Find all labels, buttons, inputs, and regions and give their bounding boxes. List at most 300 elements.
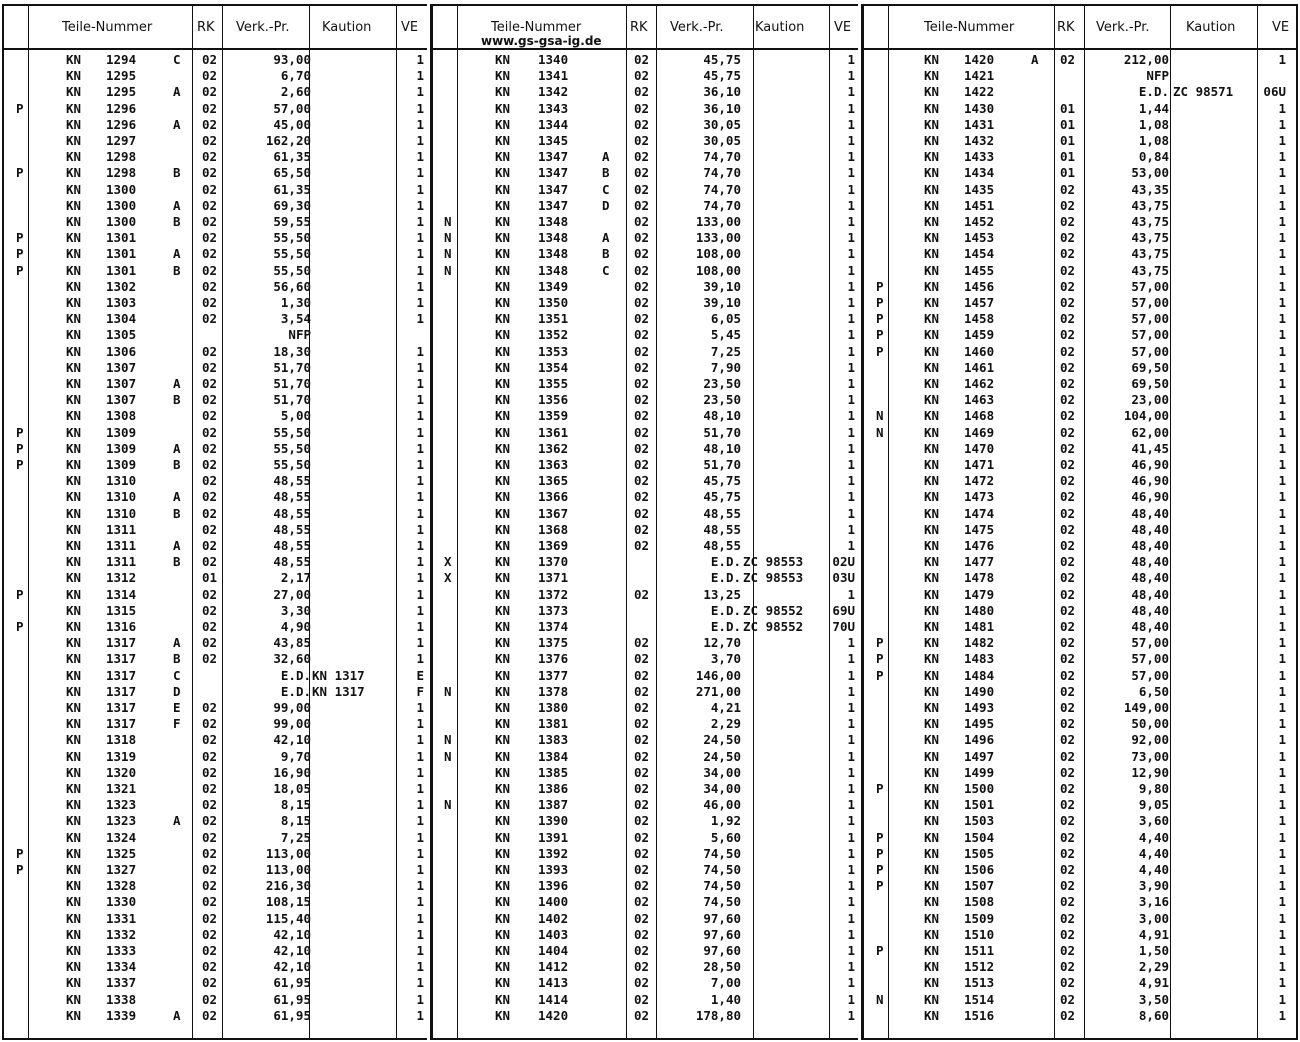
part-number: 1359 [538,408,569,424]
ve-unit: 1 [416,214,424,229]
kn-prefix: KN [66,635,82,651]
sale-price: 108,00 [695,246,741,262]
table-row [433,635,858,651]
table-row [4,943,427,959]
part-number: 1309 [106,440,137,456]
part-number: 1507 [964,878,995,894]
part-number: 1476 [964,538,995,553]
ve-unit: 1 [847,910,855,926]
rk-code: 02 [634,149,650,165]
ve-unit: 1 [847,764,855,780]
rk-code: 02 [202,489,218,505]
rk-code: 02 [1060,392,1076,408]
part-number: 1367 [538,505,569,521]
part-number: 1334 [106,959,137,975]
status-flag: N [444,797,452,813]
part-suffix: C [602,181,610,197]
ve-unit: 1 [1278,975,1286,991]
rk-code: 02 [1060,554,1076,570]
rk-code: 02 [202,1007,218,1023]
kn-prefix: KN [495,845,511,861]
part-number: 1349 [538,278,569,294]
part-number: 1312 [106,570,137,586]
kn-prefix: KN [924,149,940,165]
rk-code: 02 [202,424,218,440]
rk-code: 02 [1060,1007,1076,1023]
part-number: 1458 [964,311,995,327]
ve-unit: 1 [1278,230,1286,246]
rk-code: 02 [634,52,650,67]
part-suffix: A [173,538,181,553]
header-deposit: Kaution [755,20,805,35]
status-flag: P [16,845,24,861]
kn-prefix: KN [66,343,82,359]
ve-unit: 1 [416,781,424,796]
table-row [4,327,427,343]
part-number: 1311 [106,538,137,553]
table-row [4,182,427,198]
table-row [4,959,427,975]
table-row [4,117,427,133]
rk-code: 02 [1060,489,1076,505]
ve-unit: 70U [832,619,855,634]
sale-price: 1,08 [1138,116,1169,132]
table-row [864,927,1296,943]
kn-prefix: KN [924,262,940,278]
ve-unit: 1 [1278,862,1286,877]
sale-price: 13,25 [703,586,741,602]
rk-code: 02 [634,829,650,845]
ve-unit: 1 [416,230,424,246]
rk-code: 02 [634,845,650,861]
part-number: 1413 [538,975,569,991]
rk-code: 01 [1060,149,1076,165]
table-row [433,651,858,667]
kn-prefix: KN [495,327,511,343]
sale-price: 2,60 [280,84,311,100]
rk-code: 02 [202,554,218,570]
part-number: 1422 [964,84,995,100]
rk-code: 02 [202,602,218,618]
status-flag: P [876,862,884,877]
kn-prefix: KN [495,797,511,813]
kn-prefix: KN [66,667,82,683]
rk-code: 02 [634,84,650,100]
ve-unit: 1 [847,716,855,732]
table-row [433,408,858,424]
table-row [4,684,427,700]
rk-code: 02 [1060,894,1076,910]
ve-unit: 1 [416,295,424,310]
rk-code: 02 [634,165,650,181]
kn-prefix: KN [924,165,940,181]
sale-price: 99,00 [273,700,311,715]
sale-price: 43,75 [1131,262,1169,278]
kn-prefix: KN [495,991,511,1007]
part-suffix: D [173,683,181,699]
sale-price: 3,60 [1138,813,1169,829]
part-suffix: B [602,165,610,181]
rk-code: 02 [634,311,650,327]
header-part: Teile-Nummer [924,20,1015,35]
status-flag: P [876,635,884,651]
rk-code: 02 [202,959,218,975]
table-row [433,214,858,230]
part-number: 1503 [964,813,995,829]
sale-price: 51,70 [703,457,741,472]
kn-prefix: KN [924,716,940,732]
status-flag: P [876,943,884,958]
ve-unit: 1 [416,716,424,732]
sale-price: 9,70 [280,748,311,764]
kn-prefix: KN [495,716,511,732]
rk-code: 02 [634,327,650,343]
kn-prefix: KN [495,230,511,246]
ve-unit: 1 [847,845,855,861]
kn-prefix: KN [495,748,511,764]
kn-prefix: KN [924,278,940,294]
ve-unit: 1 [1278,926,1286,942]
part-number: 1435 [964,181,995,197]
header-deposit: Kaution [322,20,372,35]
sale-price: 74,70 [703,149,741,165]
part-number: 1474 [964,505,995,521]
ve-unit: 1 [847,975,855,991]
part-number: 1363 [538,457,569,472]
table-section-1 [2,4,427,1040]
part-suffix: A [173,246,181,262]
part-number: 1457 [964,295,995,310]
kn-prefix: KN [495,602,511,618]
status-flag: P [876,667,884,683]
part-number: 1473 [964,489,995,505]
header-ve: VE [401,20,419,35]
kn-prefix: KN [495,732,511,748]
rk-code: 02 [634,700,650,715]
part-number: 1298 [106,165,137,181]
table-row [433,473,858,489]
ve-unit: 1 [1278,635,1286,651]
part-number: 1303 [106,295,137,310]
sale-price: 57,00 [1131,635,1169,651]
header-ve: VE [1272,20,1290,35]
part-number: 1341 [538,68,569,84]
part-number: 1511 [964,943,995,958]
table-row [433,943,858,959]
part-number: 1368 [538,521,569,537]
ve-unit: 1 [1278,959,1286,975]
ve-unit: 1 [1278,943,1286,958]
sale-price: 48,55 [273,505,311,521]
part-number: 1391 [538,829,569,845]
sale-price: 9,05 [1138,797,1169,813]
ve-unit: 1 [1278,700,1286,715]
kn-prefix: KN [66,619,82,634]
status-flag: N [444,214,452,229]
part-suffix: A [173,440,181,456]
table-row [433,765,858,781]
table-row [864,716,1296,732]
sale-price: 104,00 [1123,408,1169,424]
sale-price: 74,50 [703,862,741,877]
sale-price: 30,05 [703,116,741,132]
sale-price: 27,00 [273,586,311,602]
table-row [433,846,858,862]
sale-price: 62,00 [1131,424,1169,440]
sale-price: 34,00 [703,764,741,780]
kn-prefix: KN [924,295,940,310]
part-number: 1420 [964,52,995,67]
rk-code: 02 [202,278,218,294]
ve-unit: 1 [416,797,424,813]
part-number: 1499 [964,764,995,780]
rk-code: 01 [202,570,218,586]
part-number: 1339 [106,1007,137,1023]
part-suffix: A [602,149,610,165]
ve-unit: 1 [847,278,855,294]
rk-code: 02 [202,311,218,327]
part-number: 1345 [538,133,569,148]
kn-prefix: KN [66,781,82,796]
sale-price: 5,45 [710,327,741,343]
rk-code: 02 [634,991,650,1007]
ve-unit: 1 [1278,376,1286,391]
ve-unit: 1 [1278,457,1286,472]
ve-unit: 1 [847,262,855,278]
sale-price: 4,91 [1138,975,1169,991]
kn-prefix: KN [495,440,511,456]
sale-price: 1,44 [1138,100,1169,116]
sale-price: 23,50 [703,376,741,391]
table-row [433,279,858,295]
kn-prefix: KN [924,813,940,829]
table-row [864,830,1296,846]
rk-code: 02 [1060,716,1076,732]
rk-code: 02 [634,457,650,472]
kn-prefix: KN [66,683,82,699]
ve-unit: 1 [847,408,855,424]
sale-price: 28,50 [703,959,741,975]
kn-prefix: KN [924,619,940,634]
table-row [864,327,1296,343]
kn-prefix: KN [66,311,82,327]
rk-code: 02 [202,635,218,651]
part-number: 1400 [538,894,569,910]
rk-code: 02 [634,473,650,489]
ve-unit: 1 [847,862,855,877]
ve-unit: 1 [847,473,855,489]
part-suffix: A [173,376,181,391]
rk-code: 02 [634,424,650,440]
ve-unit: 1 [1278,829,1286,845]
ve-unit: 1 [847,311,855,327]
rk-code: 02 [634,408,650,424]
table-row [864,165,1296,181]
sale-price: E.D. [1138,84,1169,100]
table-row [864,749,1296,765]
part-number: 1510 [964,926,995,942]
part-number: 1404 [538,943,569,958]
rk-code: 02 [634,943,650,958]
ve-unit: 1 [416,894,424,910]
rk-code: 02 [1060,813,1076,829]
part-number: 1504 [964,829,995,845]
kn-prefix: KN [495,376,511,391]
ve-unit: 1 [416,116,424,132]
rk-code: 02 [634,181,650,197]
rk-code: 02 [202,457,218,472]
sale-price: 55,50 [273,424,311,440]
rk-code: 02 [1060,521,1076,537]
rk-code: 02 [1060,619,1076,634]
table-row [864,230,1296,246]
kn-prefix: KN [66,586,82,602]
table-row [864,101,1296,117]
sale-price: 36,10 [703,84,741,100]
table-row [864,441,1296,457]
table-row [4,263,427,279]
sale-price: 1,92 [710,813,741,829]
rk-code: 02 [1060,343,1076,359]
rk-code: 02 [634,505,650,521]
kn-prefix: KN [924,748,940,764]
ve-unit: 1 [416,845,424,861]
rk-code: 02 [202,392,218,408]
header-rk: RK [630,20,648,35]
table-row [433,522,858,538]
part-number: 1371 [538,570,569,586]
part-number: 1317 [106,651,137,667]
table-row [433,149,858,165]
deposit: ZC 98553 [743,570,804,586]
ve-unit: 03U [832,570,855,586]
rk-code: 02 [634,392,650,408]
status-flag: P [876,327,884,343]
ve-unit: 1 [847,214,855,229]
sale-price: 43,35 [1131,181,1169,197]
kn-prefix: KN [924,878,940,894]
kn-prefix: KN [924,732,940,748]
part-number: 1309 [106,424,137,440]
table-row [864,198,1296,214]
ve-unit: 1 [1278,602,1286,618]
sale-price: 45,00 [273,116,311,132]
ve-unit: 1 [416,408,424,424]
table-row [433,1008,858,1024]
ve-unit: 1 [416,878,424,894]
table-row [4,587,427,603]
table-row [433,684,858,700]
part-number: 1315 [106,602,137,618]
table-row [433,133,858,149]
sale-price: 3,00 [1138,910,1169,926]
sale-price: 48,55 [703,521,741,537]
part-number: 1462 [964,376,995,391]
table-row [864,700,1296,716]
ve-unit: 1 [847,84,855,100]
kn-prefix: KN [924,52,940,67]
table-row [4,927,427,943]
part-number: 1390 [538,813,569,829]
deposit: ZC 98552 [743,602,804,618]
part-suffix: B [173,457,181,472]
sale-price: 3,90 [1138,878,1169,894]
kn-prefix: KN [66,505,82,521]
rk-code: 02 [202,829,218,845]
kn-prefix: KN [66,570,82,586]
ve-unit: 1 [847,52,855,67]
sale-price: 149,00 [1123,700,1169,715]
part-number: 1348 [538,262,569,278]
sale-price: 108,15 [265,894,311,910]
rk-code: 02 [202,781,218,796]
rk-code: 02 [634,732,650,748]
part-number: 1351 [538,311,569,327]
ve-unit: 1 [1278,797,1286,813]
rk-code: 02 [634,230,650,246]
part-number: 1377 [538,667,569,683]
ve-unit: 1 [847,878,855,894]
rk-code: 02 [202,926,218,942]
table-row [433,360,858,376]
rk-code: 02 [634,959,650,975]
ve-unit: 1 [1278,327,1286,343]
sale-price: 61,95 [273,991,311,1007]
ve-unit: 1 [416,489,424,505]
table-row [864,311,1296,327]
table-row [864,862,1296,878]
ve-unit: 1 [1278,505,1286,521]
kn-prefix: KN [924,230,940,246]
part-number: 1455 [964,262,995,278]
kn-prefix: KN [495,1007,511,1023]
kn-prefix: KN [924,538,940,553]
rk-code: 02 [202,878,218,894]
ve-unit: 1 [847,959,855,975]
rk-code: 02 [1060,246,1076,262]
part-number: 1393 [538,862,569,877]
table-row [433,117,858,133]
part-number: 1452 [964,214,995,229]
kn-prefix: KN [66,521,82,537]
table-row [4,635,427,651]
rk-code: 02 [634,651,650,667]
ve-unit: 1 [416,700,424,715]
ve-unit: 1 [416,521,424,537]
ve-unit: 1 [416,635,424,651]
kn-prefix: KN [66,943,82,958]
table-row [433,619,858,635]
table-row [4,230,427,246]
sale-price: 113,00 [265,845,311,861]
table-row [433,959,858,975]
header-price: Verk.-Pr. [236,20,290,35]
table-row [433,813,858,829]
rk-code: 02 [634,521,650,537]
ve-unit: 1 [847,926,855,942]
kn-prefix: KN [495,214,511,229]
ve-unit: 1 [1278,489,1286,505]
rk-code: 02 [202,343,218,359]
part-suffix: B [173,262,181,278]
part-number: 1471 [964,457,995,472]
kn-prefix: KN [66,278,82,294]
kn-prefix: KN [66,295,82,310]
sale-price: NFP [288,327,311,343]
part-number: 1323 [106,797,137,813]
table-row [864,392,1296,408]
sale-price: 24,50 [703,748,741,764]
